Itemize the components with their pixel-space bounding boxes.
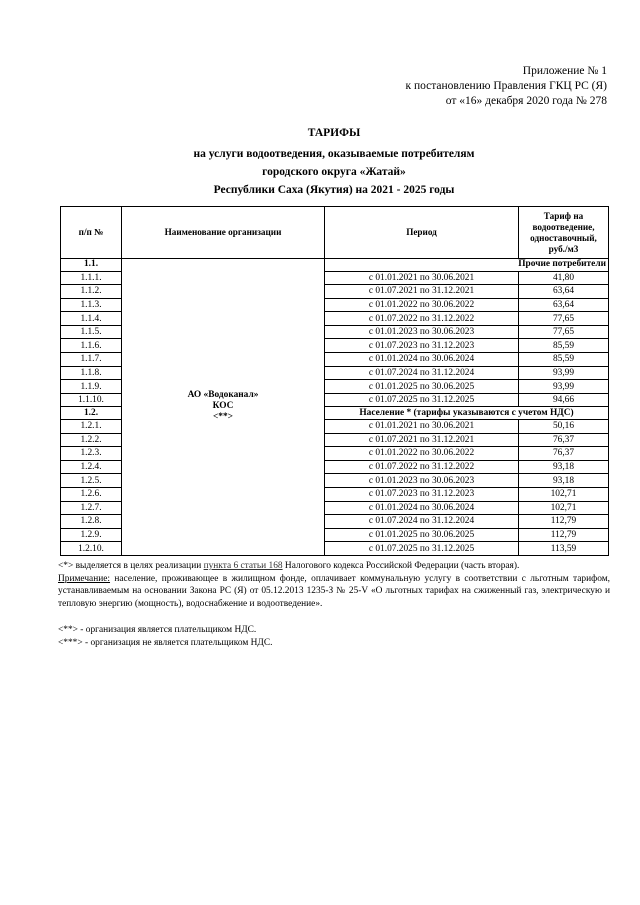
row-period: с 01.07.2023 по 31.12.2023 — [325, 339, 519, 353]
title-line-1: ТАРИФЫ — [307, 127, 361, 139]
document-title — [60, 124, 608, 199]
note-label: Примечание: — [58, 573, 111, 584]
row-period: с 01.01.2024 по 30.06.2024 — [325, 353, 519, 367]
row-price: 93,99 — [519, 380, 609, 394]
title-line-4: Республики Саха (Якутия) на 2021 - 2025 годы — [213, 184, 455, 196]
section-num: 1.2. — [61, 407, 122, 420]
note-paragraph — [58, 573, 610, 611]
appendix-header — [406, 64, 608, 109]
row-num: 1.2.3. — [61, 447, 122, 461]
appendix-line-2: к постановлению Правления ГКЦ РС (Я) — [405, 80, 607, 92]
row-period: с 01.01.2025 по 30.06.2025 — [325, 528, 519, 542]
row-period: с 01.07.2021 по 31.12.2021 — [325, 285, 519, 299]
row-price: 63,64 — [519, 285, 609, 299]
row-num: 1.1.10. — [61, 393, 122, 407]
row-period: с 01.01.2025 по 30.06.2025 — [325, 380, 519, 394]
row-price: 50,16 — [519, 419, 609, 433]
row-period: с 01.01.2023 по 30.06.2023 — [325, 325, 519, 339]
table-body — [61, 259, 609, 556]
vat-notes — [58, 624, 272, 650]
row-num: 1.2.4. — [61, 460, 122, 474]
row-price: 93,18 — [519, 474, 609, 488]
section-title: Население * (тарифы указываются с учетом НДС) — [325, 407, 609, 420]
row-price: 102,71 — [519, 501, 609, 515]
row-num: 1.1.5. — [61, 325, 122, 339]
header-org: Наименование организации — [122, 207, 325, 259]
vat-note-nonpayer: <***> - организация не является плательщиком НДС. — [58, 638, 273, 648]
header-num: п/п № — [61, 207, 122, 259]
footnote-prefix: <*> выделяется в целях реализации — [58, 561, 204, 571]
row-period: с 01.01.2022 по 30.06.2022 — [325, 298, 519, 312]
row-price: 112,79 — [519, 528, 609, 542]
section-row-1 — [61, 259, 609, 272]
vat-note-payer: <**> - организация является плательщиком НДС. — [58, 625, 257, 635]
row-period: с 01.07.2024 по 31.12.2024 — [325, 366, 519, 380]
row-price: 112,79 — [519, 515, 609, 529]
appendix-line-1: Приложение № 1 — [522, 65, 607, 77]
row-num: 1.2.7. — [61, 501, 122, 515]
row-price: 93,18 — [519, 460, 609, 474]
row-period: с 01.01.2021 по 30.06.2021 — [325, 419, 519, 433]
org-name: АО «Водоканал» — [187, 390, 259, 401]
row-price: 63,64 — [519, 298, 609, 312]
row-period: с 01.07.2021 по 31.12.2021 — [325, 433, 519, 447]
section-num: 1.1. — [61, 259, 122, 272]
row-period: с 01.07.2025 по 31.12.2025 — [325, 393, 519, 407]
row-num: 1.2.2. — [61, 433, 122, 447]
row-price: 85,59 — [519, 339, 609, 353]
row-period: с 01.01.2022 по 30.06.2022 — [325, 447, 519, 461]
row-period: с 01.01.2023 по 30.06.2023 — [325, 474, 519, 488]
row-period: с 01.07.2023 по 31.12.2023 — [325, 487, 519, 501]
row-num: 1.2.9. — [61, 528, 122, 542]
org-vat-mark: <**> — [212, 412, 234, 423]
row-period: с 01.01.2021 по 30.06.2021 — [325, 271, 519, 285]
row-price: 113,59 — [519, 542, 609, 556]
org-cell — [122, 259, 325, 556]
row-period: с 01.07.2022 по 31.12.2022 — [325, 312, 519, 326]
footnote-suffix: Налогового кодекса Российской Федерации (часть вторая). — [282, 561, 520, 571]
row-period: с 01.07.2024 по 31.12.2024 — [325, 515, 519, 529]
tariffs-table — [60, 206, 609, 556]
row-num: 1.1.8. — [61, 366, 122, 380]
row-num: 1.1.6. — [61, 339, 122, 353]
row-num: 1.2.6. — [61, 487, 122, 501]
title-line-3: городского округа «Жатай» — [262, 166, 406, 178]
row-num: 1.1.1. — [61, 271, 122, 285]
org-unit: КОС — [212, 401, 234, 412]
header-tariff: Тариф на водоотведение, одноставочный, руб./м3 — [519, 207, 609, 259]
title-line-2: на услуги водоотведения, оказываемые потребителям — [193, 148, 475, 160]
row-price: 76,37 — [519, 433, 609, 447]
note-text: население, проживающее в жилищном фонде, оплачивает коммунальную услугу в соответствии с льготным тарифом, устанавливаемым на основании Закона РС (Я) от 05.12.2013 1235-З № 25-V «О льготных тарифах на сжиженный газ, электрическую и тепловую энергию (мощность), водоснабжение и водоотведение». — [58, 573, 610, 609]
footnote-link[interactable]: пункта 6 статьи 168 — [203, 561, 283, 571]
row-num: 1.1.2. — [61, 285, 122, 299]
row-num: 1.2.10. — [61, 542, 122, 556]
notes-block — [58, 560, 610, 610]
header-period: Период — [325, 207, 519, 259]
row-price: 85,59 — [519, 353, 609, 367]
row-num: 1.1.3. — [61, 298, 122, 312]
row-num: 1.1.4. — [61, 312, 122, 326]
row-num: 1.2.5. — [61, 474, 122, 488]
row-num: 1.1.7. — [61, 353, 122, 367]
row-period: с 01.07.2025 по 31.12.2025 — [325, 542, 519, 556]
row-price: 77,65 — [519, 312, 609, 326]
row-price: 93,99 — [519, 366, 609, 380]
appendix-line-3: от «16» декабря 2020 года № 278 — [445, 95, 607, 107]
row-price: 102,71 — [519, 487, 609, 501]
row-price: 76,37 — [519, 447, 609, 461]
section-title: Прочие потребители — [325, 259, 609, 272]
footnote-paragraph — [58, 560, 610, 573]
row-num: 1.1.9. — [61, 380, 122, 394]
table-header-row — [61, 207, 609, 259]
row-price: 77,65 — [519, 325, 609, 339]
row-period: с 01.07.2022 по 31.12.2022 — [325, 460, 519, 474]
row-period: с 01.01.2024 по 30.06.2024 — [325, 501, 519, 515]
row-price: 41,80 — [519, 271, 609, 285]
row-num: 1.2.8. — [61, 515, 122, 529]
row-price: 94,66 — [519, 393, 609, 407]
row-num: 1.2.1. — [61, 419, 122, 433]
